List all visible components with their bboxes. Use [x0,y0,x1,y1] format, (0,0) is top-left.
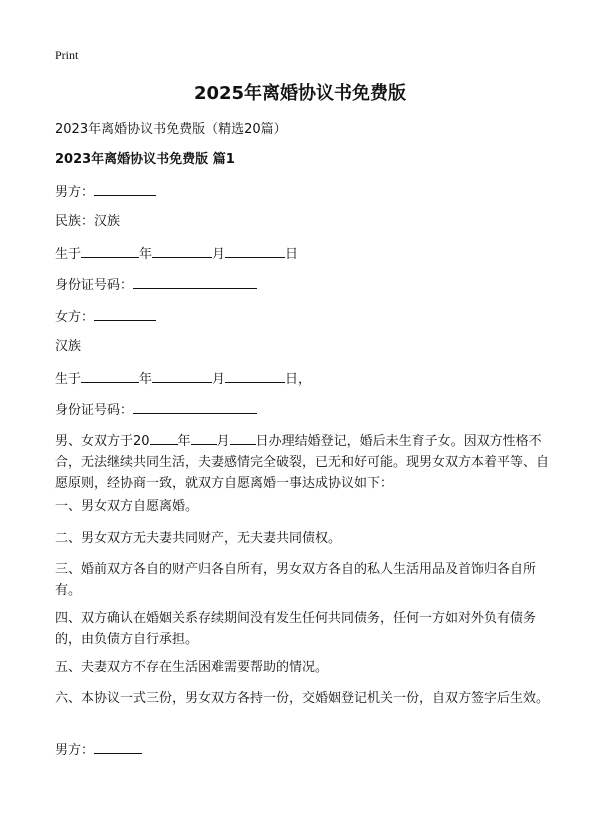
month-blank [152,369,212,383]
clause-2: 二、男女双方无夫妻共同财产，无夫妻共同债权。 [55,531,342,546]
born-label: 生于 [55,372,82,387]
intro-text-a: 男、女双方于20 [55,434,150,449]
intro-month-char: 月 [216,434,230,449]
id-line-1 [55,275,257,295]
month-blank [152,244,212,258]
section-heading: 2023年离婚协议书免费版 篇1 [55,152,235,167]
document-subtitle: 2023年离婚协议书免费版（精选20篇） [55,122,287,137]
month-char: 月 [212,247,226,262]
man-signature-label: 男方： [55,743,95,758]
birth-line-1 [55,244,298,264]
man-signature-blank [94,740,142,754]
day-blank [225,369,285,383]
year-blank [81,244,139,258]
day-blank [225,244,285,258]
clause-3: 三、婚前双方各自的财产归各自所有，男女双方各自的私人生活用品及首饰归各自所有。 [55,562,537,598]
document-title: 2025年离婚协议书免费版 [193,83,407,104]
id-blank [133,400,257,414]
ethnicity-line-2: 汉族 [55,339,82,354]
month-blank [191,431,217,445]
birth-line-2 [55,369,311,389]
man-blank [94,182,156,196]
ethnicity-line-1: 民族：汉族 [55,214,121,229]
woman-blank [94,307,156,321]
id-blank [133,275,257,289]
born-label: 生于 [55,247,82,262]
year-char: 年 [139,247,153,262]
year-blank [81,369,139,383]
clause-1: 一、男女双方自愿离婚。 [55,499,199,514]
day-blank [230,431,256,445]
intro-text-d: 日办理结婚登记，婚后未生育子女。因双方性格不合，无法继续共同生活，夫妻感情完全破裂，已无和好可能。现男女双方本着平等、自愿原则，经协商一致，就双方自愿离婚一事达成协议如下： [55,434,550,491]
intro-year-char: 年 [177,434,191,449]
id-line-2 [55,400,257,420]
clause-4: 四、双方确认在婚姻关系存续期间没有发生任何共同债务，任何一方如对外负有债务的，由负债方自行承担。 [55,611,537,647]
clause-6: 六、本协议一式三份，男女双方各持一份，交婚姻登记机关一份，自双方签字后生效。 [55,691,550,706]
woman-field [55,307,156,327]
woman-label: 女方： [55,310,95,325]
intro-paragraph [55,431,550,494]
id-label: 身份证号码： [55,403,134,418]
print-label[interactable]: Print [55,48,79,62]
year-blank [150,431,178,445]
clause-5: 五、夫妻双方不存在生活困难需要帮助的情况。 [55,660,329,675]
day-char: 日 [285,247,299,262]
man-signature-field [55,740,142,760]
day-char: 日， [285,372,312,387]
man-label: 男方： [55,185,95,200]
id-label: 身份证号码： [55,278,134,293]
month-char: 月 [212,372,226,387]
year-char: 年 [139,372,153,387]
man-field [55,182,156,202]
